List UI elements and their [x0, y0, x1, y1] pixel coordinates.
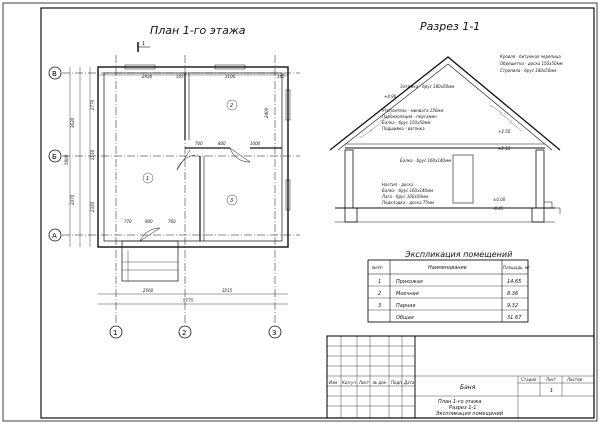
explication-row-total-area: 31.67: [507, 315, 522, 321]
dim-inner-1: 800: [218, 141, 226, 146]
stamp-content-3: Экспликация помещений: [436, 411, 504, 417]
annotation-vapor: Пароизоляция - пергамин: [382, 114, 437, 119]
annotation-beam-floor: Балка - брус 160х140мм: [382, 188, 434, 193]
level-zero: ±0.00: [493, 197, 506, 202]
dim-top-3: 165: [277, 74, 285, 79]
explication-row-2-area: 8.36: [507, 291, 519, 297]
annotation-rafters: Стропила - брус 180х50мм: [500, 68, 557, 73]
explication-header-name: Наименование: [428, 265, 467, 271]
axis-label-1: 1: [113, 329, 118, 337]
stamp-stage-label: Стадия: [521, 377, 537, 382]
stamp-header-sign: Подп: [391, 380, 402, 385]
stamp-header-count: Кол.уч: [342, 380, 356, 385]
room-number-1: 1: [146, 176, 150, 182]
dim-left-outer-1: 5800: [64, 154, 69, 165]
dim-inner-2: 700: [195, 141, 203, 146]
stamp-header-change: Изм: [329, 380, 338, 385]
stamp-sheet-label: Лист: [546, 377, 557, 382]
level-top: +4.90: [384, 94, 397, 99]
annotation-pad: Подкладка - доска 75мм: [382, 200, 434, 205]
floor-plan: [49, 41, 300, 338]
stamp-content-1: План 1-го этажа: [438, 399, 482, 405]
dim-left-inner-2: 2350: [90, 201, 95, 212]
axis-label-3: 3: [272, 329, 277, 337]
annotation-joist: Лага - брус 100х50мм: [382, 194, 428, 199]
explication-row-3-area: 9.32: [507, 303, 519, 309]
room-number-3: 3: [230, 198, 234, 204]
dim-inner-6: 760: [168, 219, 176, 224]
explication-row-2-no: 2: [378, 291, 382, 297]
dim-bottom-2: 5775: [183, 298, 194, 303]
stamp-header-doc: № док: [373, 380, 387, 385]
axis-label-2: 2: [182, 329, 187, 337]
annotation-insulation: Утеплитель - минвата 150мм: [382, 108, 444, 113]
dim-bottom-1: 3215: [222, 288, 233, 293]
axis-label-v: В: [52, 70, 57, 78]
dim-left-inner-0: 2770: [90, 99, 95, 110]
plan-title: План 1-го этажа: [150, 24, 246, 37]
explication-row-2-name: Моечная: [396, 291, 419, 297]
section-mark: 1: [142, 41, 146, 47]
level-ground: -0.45: [493, 206, 504, 211]
building-section: [330, 54, 563, 222]
annotation-beam-low: Балка - брус 160х140мм: [400, 158, 452, 163]
axis-label-b: Б: [52, 153, 57, 161]
dim-bottom-0: 2560: [143, 288, 154, 293]
explication-row-total-name: Общая: [396, 315, 414, 321]
annotation-roofing: Кровля - битумная черепица: [500, 54, 561, 59]
annotation-battens: Обрешетка - доска 150х50мм: [500, 61, 563, 66]
dim-top-1: 165: [176, 74, 184, 79]
explication-row-1-name: Прихожая: [396, 279, 423, 285]
stamp-sheets-label: Листов: [567, 377, 582, 382]
explication-title: Экспликация помещений: [405, 250, 513, 259]
stamp-content-2: Разрез 1-1: [449, 405, 477, 411]
explication-row-3-name: Парная: [396, 303, 416, 309]
dim-top-0: 2430: [142, 74, 153, 79]
dim-inner-5: 900: [145, 219, 153, 224]
section-title: Разрез 1-1: [420, 20, 481, 33]
stamp-header-sheet: Лист: [359, 380, 370, 385]
annotation-deck: Настил - доска: [382, 182, 414, 187]
level-2-50: +2.50: [498, 129, 511, 134]
stamp-object: Баня: [460, 384, 476, 391]
annotation-tie: Затяжка - брус 180х50мм: [400, 84, 455, 89]
annotation-lining: Подшивка - вагонка: [382, 126, 425, 131]
level-2-10: +2.10: [498, 146, 511, 151]
dim-inner-0: 2400: [264, 107, 269, 118]
explication-row-1-area: 14.65: [507, 279, 522, 285]
dim-left-outer-2: 2370: [70, 194, 75, 205]
explication-row-1-no: 1: [378, 279, 382, 285]
dim-left-outer-0: 3630: [70, 117, 75, 128]
explication-header-area: Площадь, м²: [503, 265, 530, 270]
room-number-2: 2: [230, 103, 234, 109]
title-block: [327, 336, 594, 418]
dim-inner-4: 770: [124, 219, 132, 224]
dim-inner-3: 1000: [250, 141, 261, 146]
stamp-sheet-number: 1: [550, 388, 554, 394]
annotation-beam: Балка - брус 150х50мм: [382, 120, 431, 125]
axis-label-a: А: [52, 232, 57, 240]
explication-header-no: №п/п: [372, 265, 383, 270]
dim-top-2: 3100: [225, 74, 236, 79]
explication-row-3-no: 3: [378, 303, 382, 309]
stamp-header-date: Дата: [404, 380, 415, 385]
dim-left-inner-1: 2150: [90, 149, 95, 160]
explication-table: [368, 250, 530, 322]
